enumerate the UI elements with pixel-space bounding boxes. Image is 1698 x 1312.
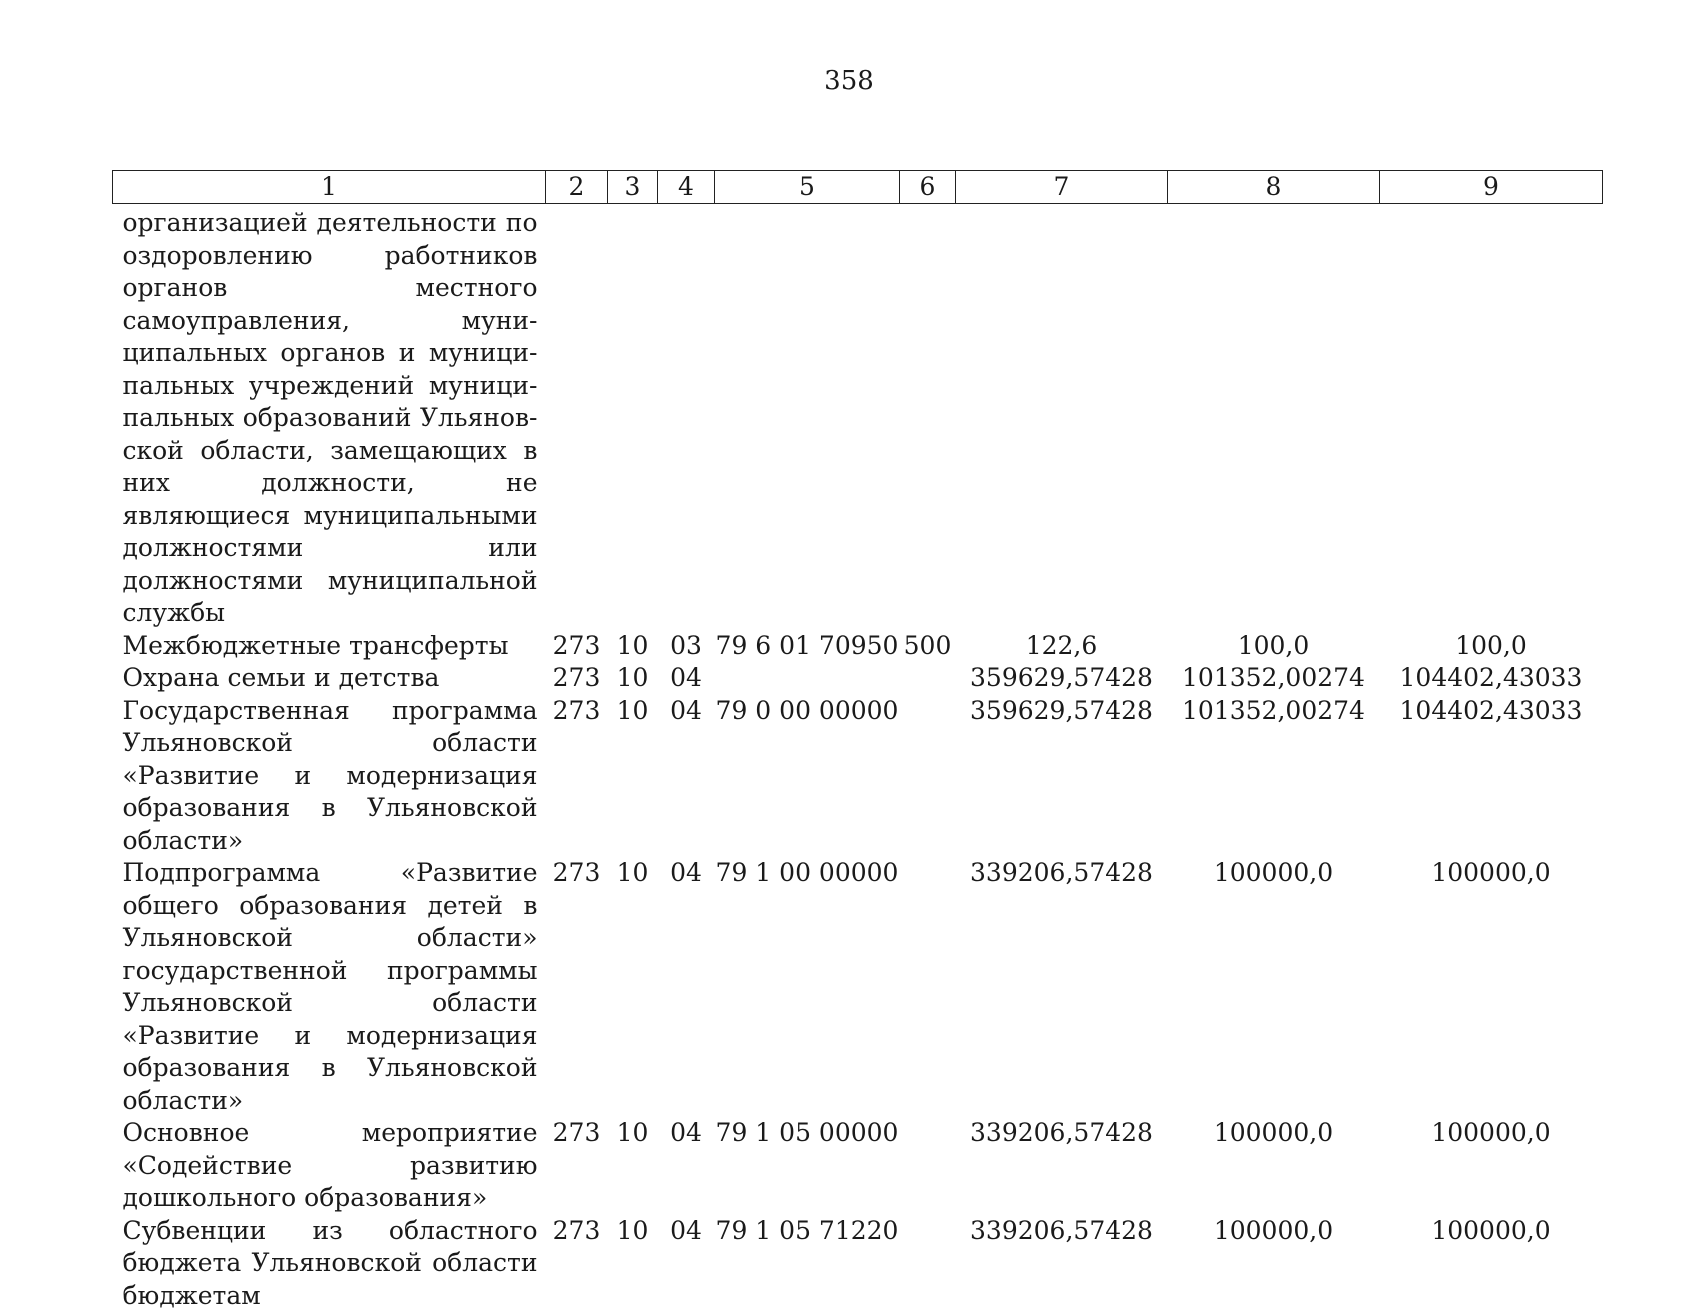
row-col-7: 359629,57428 [956, 662, 1168, 695]
row-col-9: 104402,43033 [1380, 662, 1603, 695]
row-col-8: 101352,00274 [1168, 695, 1380, 858]
row-col-6 [900, 662, 956, 695]
row-name: Государственная программа Ульяновской области «Развитие и модернизация образования в Ульяновской области» [113, 695, 546, 858]
row-col-3: 10 [608, 1117, 658, 1215]
row-name: Межбюджетные трансферты [113, 630, 546, 663]
row-col-8: 100,0 [1168, 630, 1380, 663]
row-col-8: 100000,0 [1168, 1117, 1380, 1215]
header-col-7: 7 [956, 171, 1168, 204]
row-col-5: 79 1 05 71220 [715, 1215, 900, 1312]
row-col-9: 100000,0 [1380, 1117, 1603, 1215]
table-row [113, 1215, 1603, 1312]
row-col-3 [608, 204, 658, 630]
table-row [113, 630, 1603, 663]
table-row [113, 204, 1603, 630]
budget-table [112, 170, 1603, 1312]
row-col-7: 339206,57428 [956, 857, 1168, 1117]
row-col-3: 10 [608, 1215, 658, 1312]
row-col-6 [900, 857, 956, 1117]
header-col-8: 8 [1168, 171, 1380, 204]
row-col-9 [1380, 204, 1603, 630]
header-col-1: 1 [113, 171, 546, 204]
page-number: 358 [0, 66, 1698, 96]
row-col-5 [715, 662, 900, 695]
row-col-3: 10 [608, 662, 658, 695]
row-col-5: 79 6 01 70950 [715, 630, 900, 663]
row-col-2: 273 [546, 1215, 608, 1312]
header-row [113, 171, 1603, 204]
row-col-7: 122,6 [956, 630, 1168, 663]
row-col-9: 100000,0 [1380, 857, 1603, 1117]
row-col-4: 04 [658, 857, 715, 1117]
row-col-4 [658, 204, 715, 630]
row-col-5: 79 0 00 00000 [715, 695, 900, 858]
header-col-3: 3 [608, 171, 658, 204]
row-col-9: 100000,0 [1380, 1215, 1603, 1312]
row-col-3: 10 [608, 857, 658, 1117]
row-col-3: 10 [608, 630, 658, 663]
row-col-6 [900, 695, 956, 858]
row-col-7: 339206,57428 [956, 1117, 1168, 1215]
row-name: Субвенции из областного бюджета Ульяновской области бюджетам [113, 1215, 546, 1312]
row-col-2 [546, 204, 608, 630]
table-row [113, 857, 1603, 1117]
row-col-5 [715, 204, 900, 630]
row-col-2: 273 [546, 630, 608, 663]
header-col-9: 9 [1380, 171, 1603, 204]
row-col-5: 79 1 05 00000 [715, 1117, 900, 1215]
row-col-8: 100000,0 [1168, 857, 1380, 1117]
row-col-9: 104402,43033 [1380, 695, 1603, 858]
row-col-7 [956, 204, 1168, 630]
row-col-2: 273 [546, 662, 608, 695]
row-name: организацией деятельности по оздоровлению работников органов местного самоуправления, муниципальных органов и муниципальных учреждений муниципальных образований Ульяновской области, замещающих в них должности, не являющиеся муниципальными должностями или должностями муниципальной службы [113, 204, 546, 630]
row-col-4: 03 [658, 630, 715, 663]
row-col-2: 273 [546, 857, 608, 1117]
row-col-3: 10 [608, 695, 658, 858]
header-col-6: 6 [900, 171, 956, 204]
row-name: Подпрограмма «Развитие общего образования детей в Ульяновской области» государственной программы Ульяновской области «Развитие и модернизация образования в Ульяновской области» [113, 857, 546, 1117]
row-name: Охрана семьи и детства [113, 662, 546, 695]
row-col-2: 273 [546, 695, 608, 858]
header-col-5: 5 [715, 171, 900, 204]
table-row [113, 695, 1603, 858]
row-col-4: 04 [658, 695, 715, 858]
row-col-6 [900, 204, 956, 630]
header-col-4: 4 [658, 171, 715, 204]
row-col-2: 273 [546, 1117, 608, 1215]
row-col-6: 500 [900, 630, 956, 663]
row-col-8: 101352,00274 [1168, 662, 1380, 695]
row-col-7: 339206,57428 [956, 1215, 1168, 1312]
table-row [113, 662, 1603, 695]
row-col-8 [1168, 204, 1380, 630]
row-col-7: 359629,57428 [956, 695, 1168, 858]
row-col-8: 100000,0 [1168, 1215, 1380, 1312]
row-name: Основное мероприятие «Содействие развитию дошкольного образования» [113, 1117, 546, 1215]
header-col-2: 2 [546, 171, 608, 204]
row-col-6 [900, 1215, 956, 1312]
row-col-9: 100,0 [1380, 630, 1603, 663]
row-col-4: 04 [658, 1117, 715, 1215]
row-col-5: 79 1 00 00000 [715, 857, 900, 1117]
row-col-4: 04 [658, 1215, 715, 1312]
row-col-4: 04 [658, 662, 715, 695]
